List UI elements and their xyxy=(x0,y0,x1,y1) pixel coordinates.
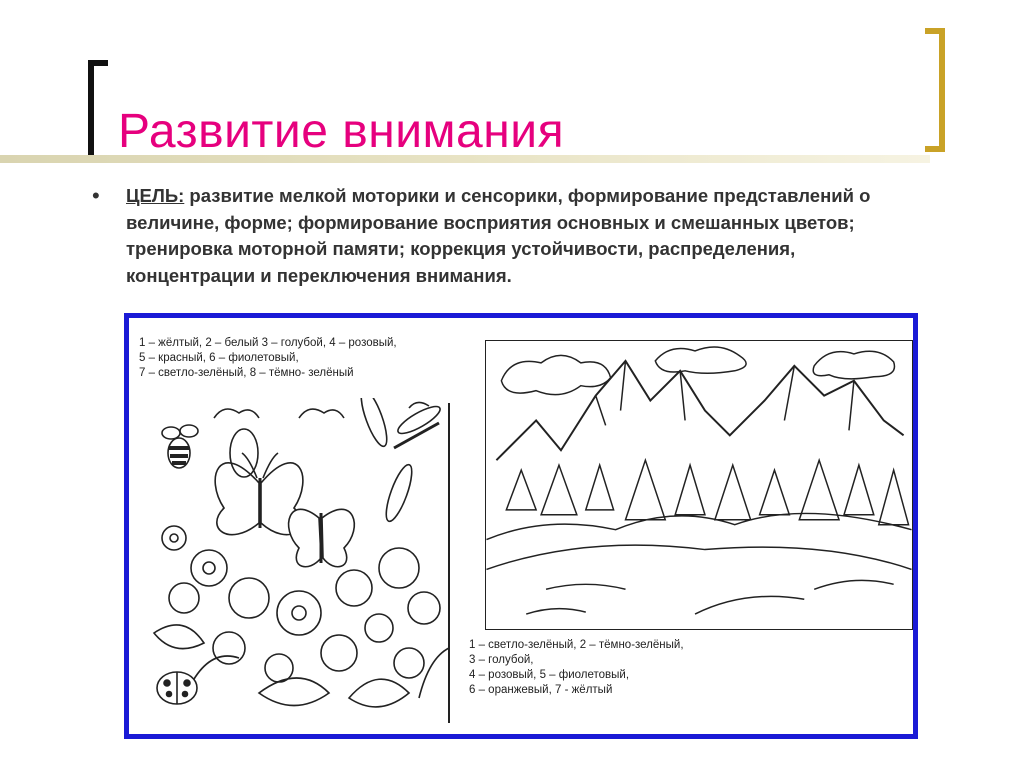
bullet-dot: • xyxy=(92,183,100,208)
coloring-image-mountains xyxy=(485,340,913,630)
slide-title: Развитие внимания xyxy=(118,105,565,158)
legend-left-line: 5 – красный, 6 – фиолетовый, xyxy=(139,352,299,364)
goal-label: ЦЕЛЬ: xyxy=(126,185,185,206)
legend-left xyxy=(139,336,397,381)
legend-right-line: 4 – розовый, 5 – фиолетовый, xyxy=(469,669,630,681)
legend-right-line: 6 – оранжевый, 7 - жёлтый xyxy=(469,684,613,696)
goal-paragraph xyxy=(126,183,906,289)
legend-left-line: 1 – жёлтый, 2 – белый 3 – голубой, 4 – розовый, xyxy=(139,337,397,349)
coloring-image-butterflies xyxy=(149,398,464,723)
legend-right xyxy=(469,638,684,698)
legend-right-line: 3 – голубой, xyxy=(469,654,534,666)
title-bracket-left xyxy=(88,60,108,160)
goal-text: развитие мелкой моторики и сенсорики, формирование представлений о величине, форме; формирование восприятия основных и смешанных цветов; тренировка моторной памяти; коррекция устойчивости, распределения, концентрации и переключения внимания. xyxy=(126,185,871,286)
legend-right-line: 1 – светло-зелёный, 2 – тёмно-зелёный, xyxy=(469,639,684,651)
title-bracket-right xyxy=(925,28,945,152)
legend-left-line: 7 – светло-зелёный, 8 – тёмно- зелёный xyxy=(139,367,354,379)
picture-frame xyxy=(124,313,918,739)
